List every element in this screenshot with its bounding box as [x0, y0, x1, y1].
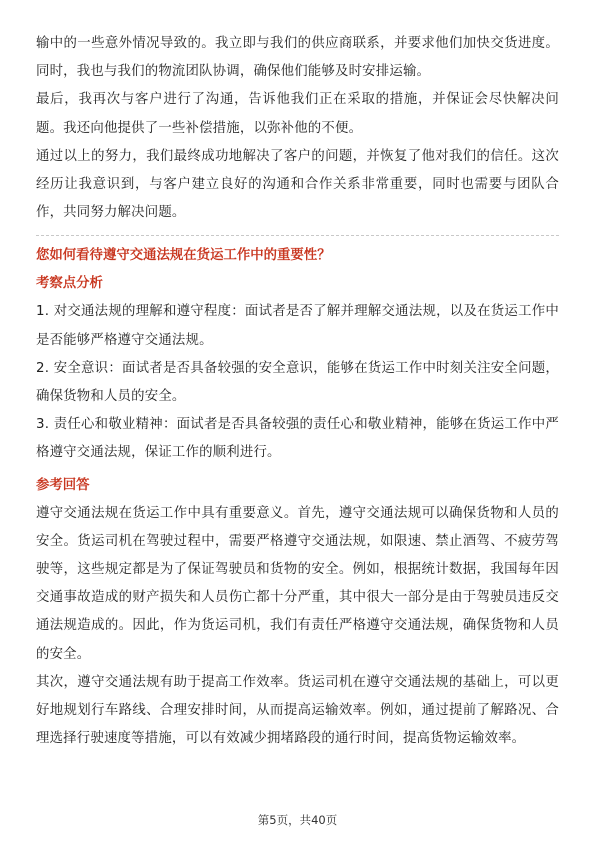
analysis-title: 考察点分析: [36, 276, 103, 292]
analysis-item: 3. 责任心和敬业精神：面试者是否具备较强的责任心和敬业精神，能够在货运工作中严格遵守交通法规，保证工作的顺利进行。: [36, 417, 559, 461]
answer-paragraph: 其次，遵守交通法规有助于提高工作效率。货运司机在遵守交通法规的基础上，可以更好地规划行车路线、合理安排时间，从而提高运输效率。例如，通过提前了解路况、合理选择行驶速度等措施，可以有效减少拥堵路段的通行时间，提高货物运输效率。: [36, 674, 559, 747]
intro-section: [36, 30, 559, 227]
answer-title: 参考回答: [36, 477, 90, 493]
section-divider: [36, 235, 559, 236]
intro-paragraph: 通过以上的努力，我们最终成功地解决了客户的问题，并恢复了他对我们的信任。这次经历让我意识到，与客户建立良好的沟通和合作关系非常重要，同时也需要与团队合作，共同努力解决问题。: [36, 148, 559, 221]
answer-section: [36, 472, 559, 754]
analysis-item: 2. 安全意识：面试者是否具备较强的安全意识，能够在货运工作中时刻关注安全问题，确保货物和人员的安全。: [36, 360, 559, 405]
question-heading: 您如何看待遵守交通法规在货运工作中的重要性？: [36, 248, 331, 264]
analysis-section: [36, 270, 559, 467]
page-number-label: 第5页，共40页: [257, 813, 338, 827]
document-page: [36, 30, 559, 753]
intro-paragraph: 输中的一些意外情况导致的。我立即与我们的供应商联系，并要求他们加快交货进度。同时，我也与我们的物流团队协调，确保他们能够及时安排运输。: [36, 36, 559, 80]
analysis-item: 1. 对交通法规的理解和遵守程度：面试者是否了解并理解交通法规，以及在货运工作中是否能够严格遵守交通法规。: [36, 304, 559, 348]
intro-paragraph: 最后，我再次与客户进行了沟通，告诉他我们正在采取的措施，并保证会尽快解决问题。我还向他提供了一些补偿措施，以弥补他的不便。: [36, 92, 559, 136]
page-footer: [0, 812, 595, 828]
answer-paragraph: 遵守交通法规在货运工作中具有重要意义。首先，遵守交通法规可以确保货物和人员的安全。货运司机在驾驶过程中，需要严格遵守交通法规，如限速、禁止酒驾、不疲劳驾驶等，这些规定都是为了保证驾驶员和货物的安全。例如，根据统计数据，我国每年因交通事故造成的财产损失和人员伤亡都十分严重，其中很大一部分是由于驾驶员违反交通法规造成的。因此，作为货运司机，我们有责任严格遵守交通法规，确保货物和人员的安全。: [36, 505, 559, 662]
